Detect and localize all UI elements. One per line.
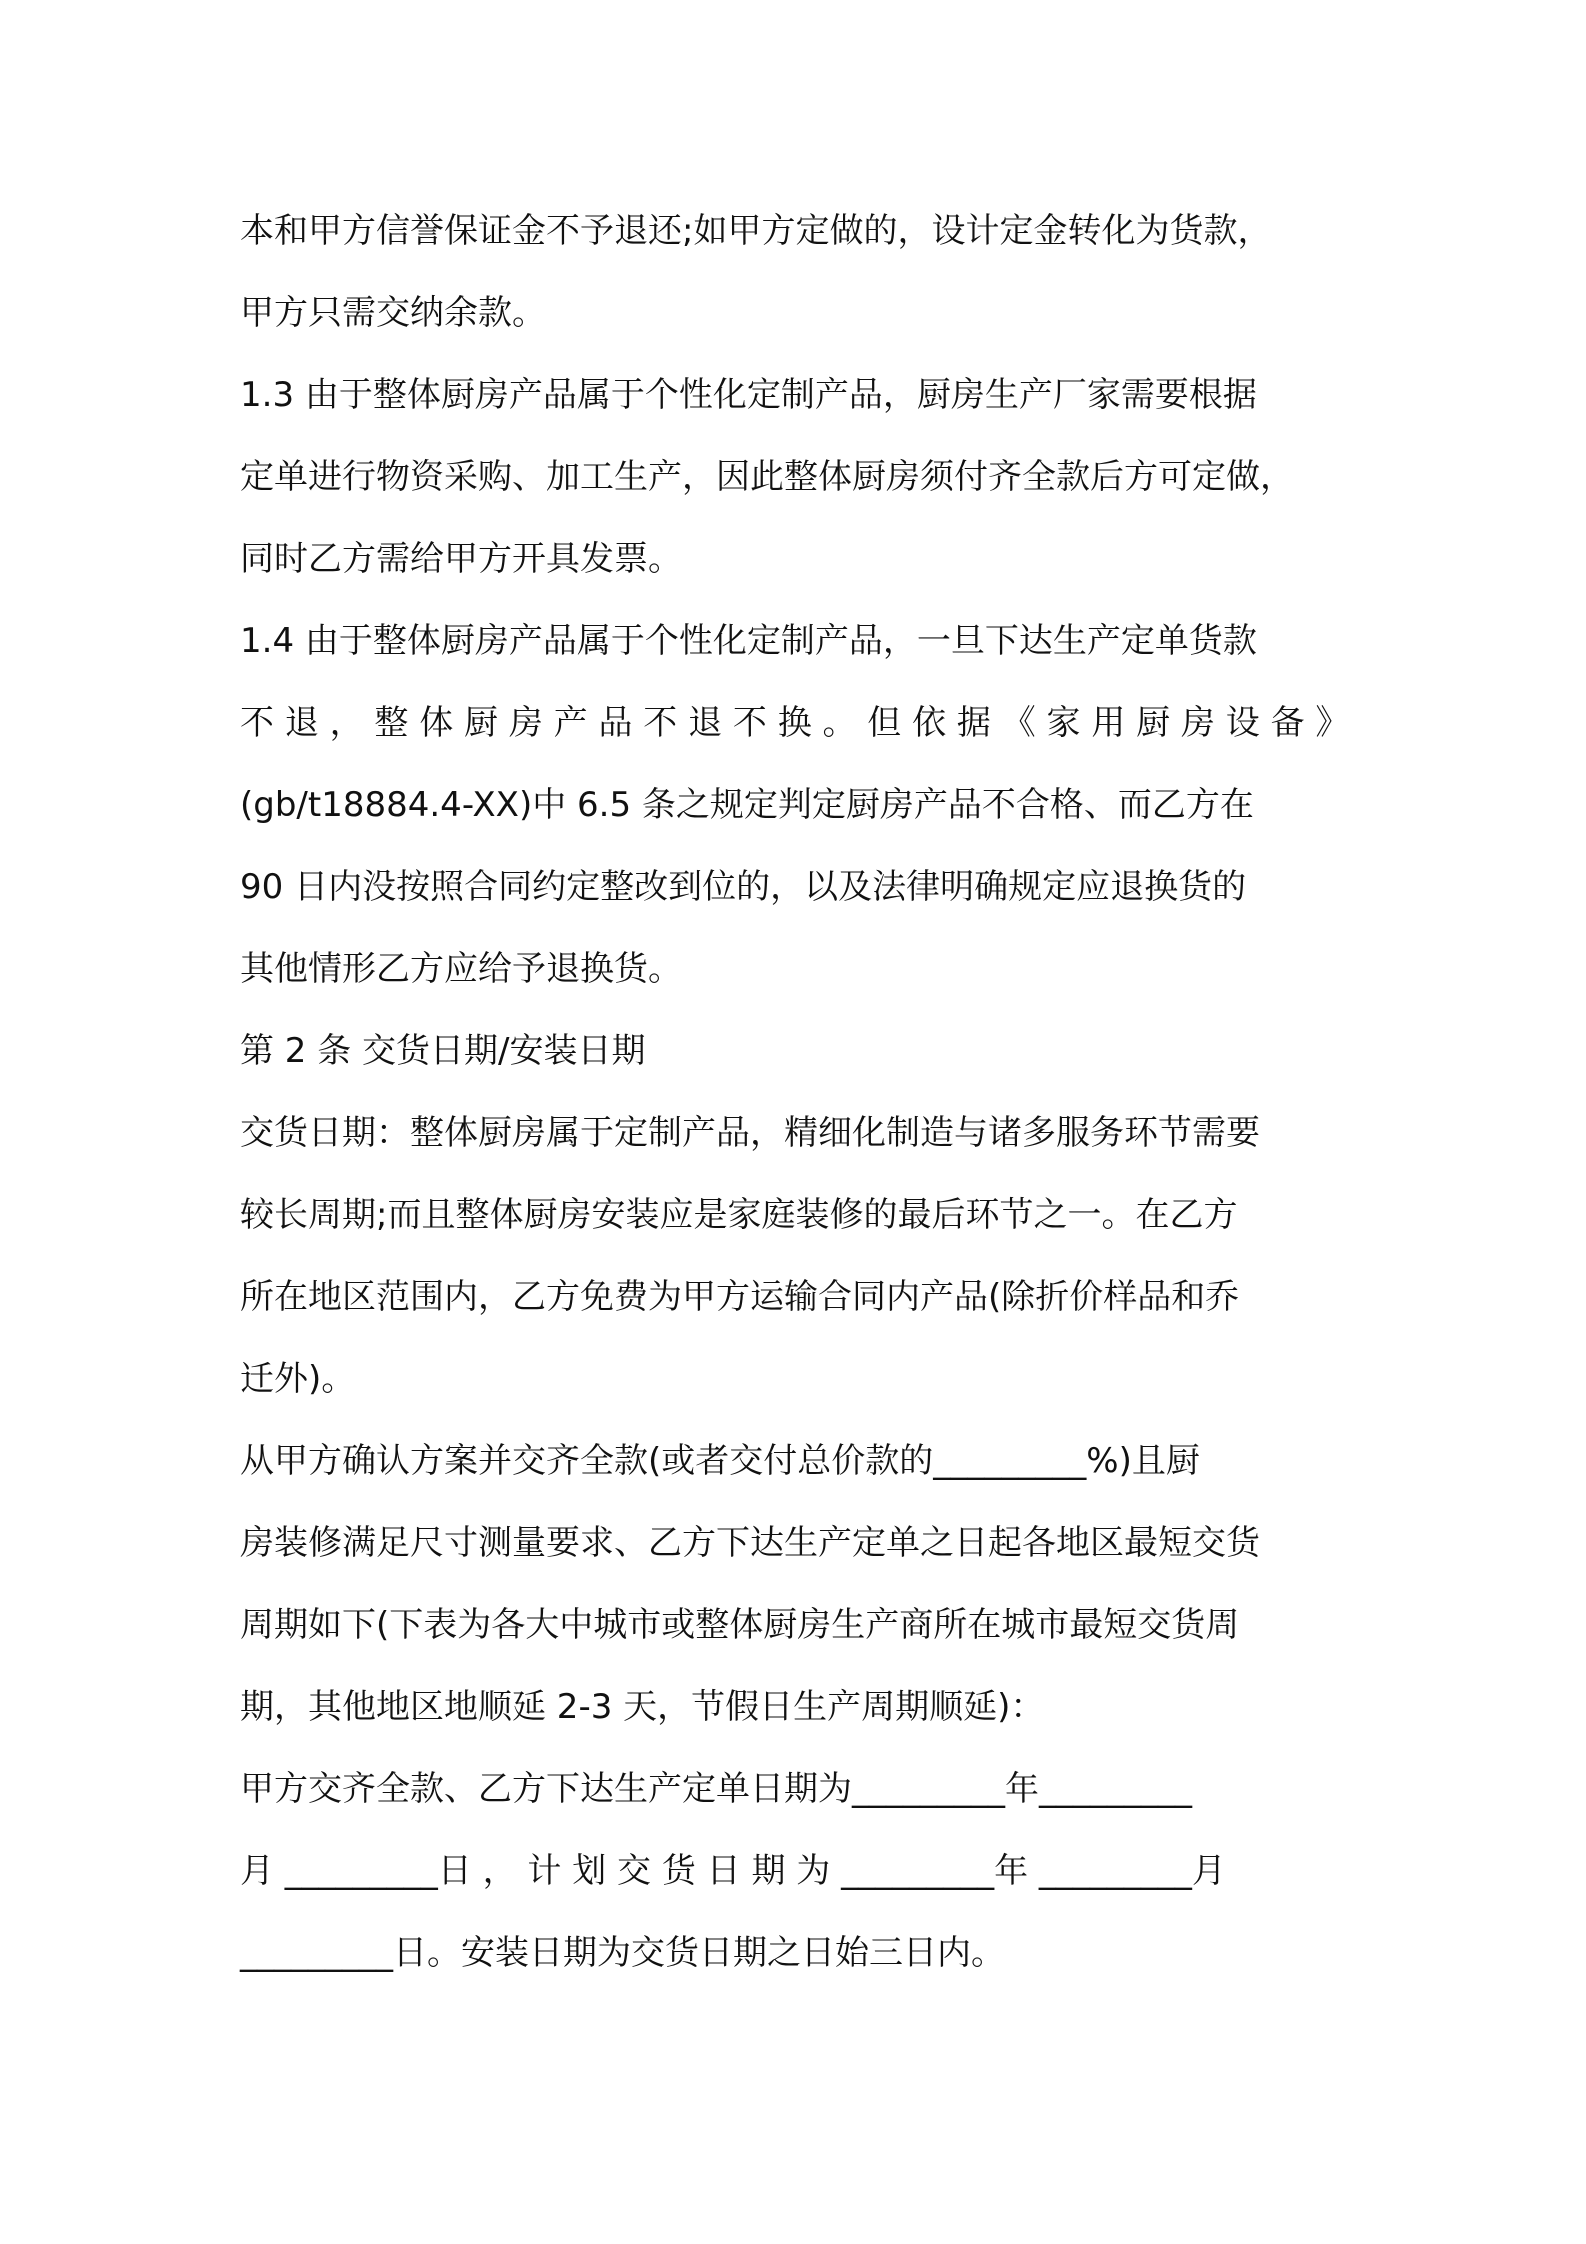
text-line: 1.4 由于整体厨房产品属于个性化定制产品，一旦下达生产定单货款 [240, 621, 1257, 661]
text-line: 房装修满足尺寸测量要求、乙方下达生产定单之日起各地区最短交货 [240, 1523, 1260, 1563]
text-line: 迁外)。 [240, 1359, 356, 1399]
paragraph-delivery-period [240, 1420, 1350, 1748]
text-line: 本和甲方信誉保证金不予退还;如甲方定做的，设计定金转化为货款， [240, 211, 1272, 251]
text-line: 90 日内没按照合同约定整改到位的，以及法律明确规定应退换货的 [240, 867, 1247, 907]
paragraph-clause-1-3 [240, 354, 1350, 600]
text-line: 不 退 ， 整 体 厨 房 产 品 不 退 不 换 。 但 依 据 《 家 用 厨 房 设 备 》 [240, 703, 1350, 743]
heading-line: 第 2 条 交货日期/安装日期 [240, 1031, 646, 1071]
paragraph-delivery-date [240, 1092, 1350, 1420]
text-line: 其他情形乙方应给予退换货。 [240, 949, 682, 989]
text-line: 同时乙方需给甲方开具发票。 [240, 539, 682, 579]
text-line: 较长周期;而且整体厨房安装应是家庭装修的最后环节之一。在乙方 [240, 1195, 1238, 1235]
text-line: 1.3 由于整体厨房产品属于个性化定制产品，厨房生产厂家需要根据 [240, 375, 1257, 415]
paragraph-clause-1-4 [240, 600, 1350, 1010]
text-line: 甲方交齐全款、乙方下达生产定单日期为_________年_________ [240, 1769, 1192, 1809]
text-line: 所在地区范围内，乙方免费为甲方运输合同内产品(除折价样品和乔 [240, 1277, 1240, 1317]
text-line: (gb/t18884.4-XX)中 6.5 条之规定判定厨房产品不合格、而乙方在 [240, 785, 1254, 825]
text-line: _________日。安装日期为交货日期之日始三日内。 [240, 1933, 1005, 1973]
text-line: 从甲方确认方案并交齐全款(或者交付总价款的_________%)且厨 [240, 1441, 1200, 1481]
text-line: 期，其他地区地顺延 2-3 天，节假日生产周期顺延)： [240, 1687, 1045, 1727]
text-line: 月 _________日 ， 计 划 交 货 日 期 为 _________年 _________月 [240, 1851, 1226, 1891]
text-line: 周期如下(下表为各大中城市或整体厨房生产商所在城市最短交货周 [240, 1605, 1240, 1645]
text-line: 甲方只需交纳余款。 [240, 293, 546, 333]
section-heading-article-2 [240, 1010, 1350, 1092]
text-line: 定单进行物资采购、加工生产，因此整体厨房须付齐全款后方可定做， [240, 457, 1294, 497]
paragraph-deposit-refund [240, 190, 1350, 354]
text-line: 交货日期：整体厨房属于定制产品，精细化制造与诸多服务环节需要 [240, 1113, 1260, 1153]
document-body [240, 190, 1350, 1994]
paragraph-order-and-install-dates [240, 1748, 1350, 1994]
